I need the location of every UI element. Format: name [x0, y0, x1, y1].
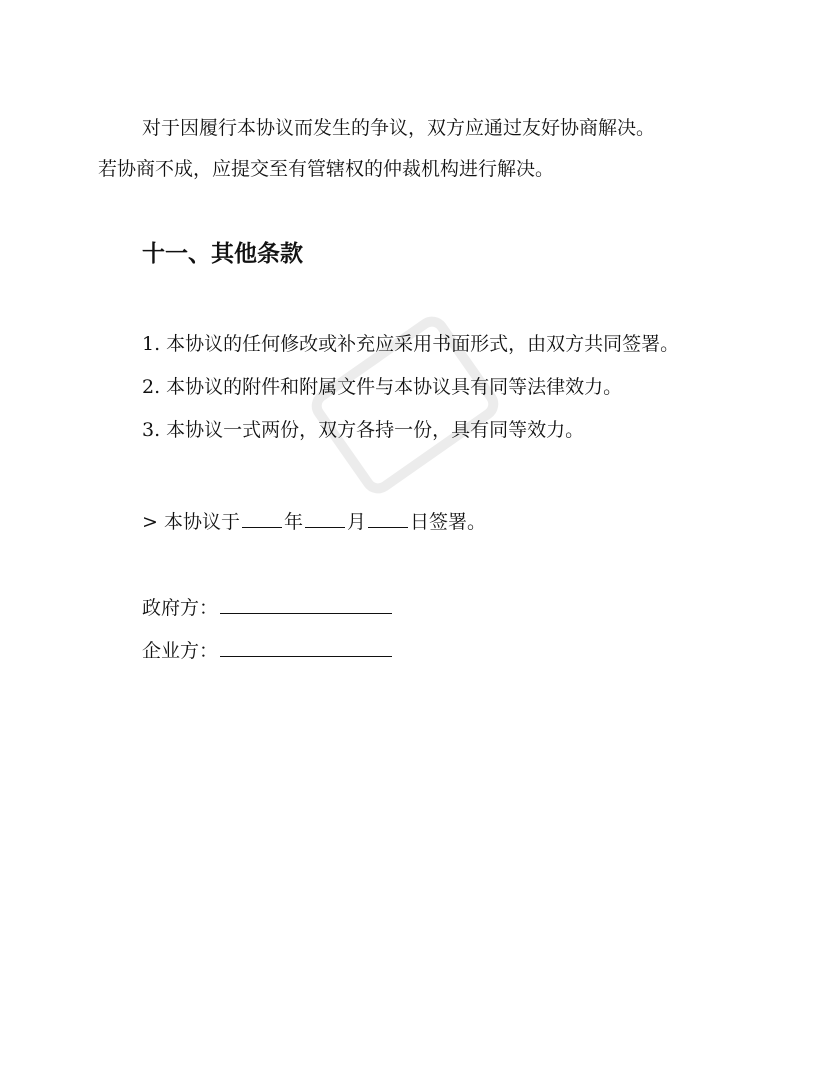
enterprise-signature-line: [142, 636, 392, 663]
day-label: 日签署。: [410, 511, 487, 533]
signing-date-line: [142, 507, 486, 534]
government-label: 政府方：: [142, 597, 219, 619]
enterprise-label: 企业方：: [142, 640, 219, 662]
year-blank[interactable]: [242, 507, 282, 528]
clause-item-3: 3. 本协议一式两份，双方各持一份，具有同等效力。: [142, 419, 585, 441]
government-signature-line: [142, 593, 392, 620]
year-label: 年: [283, 511, 303, 533]
clause-item-1: 1. 本协议的任何修改或补充应采用书面形式，由双方共同签署。: [142, 333, 680, 355]
government-signature-blank[interactable]: [220, 593, 392, 614]
month-blank[interactable]: [305, 507, 345, 528]
enterprise-signature-blank[interactable]: [220, 636, 392, 657]
signing-date-prefix: > 本协议于: [142, 511, 240, 533]
dispute-paragraph-line-2: 若协商不成，应提交至有管辖权的仲裁机构进行解决。: [98, 158, 555, 180]
month-label: 月: [346, 511, 366, 533]
clause-item-2: 2. 本协议的附件和附属文件与本协议具有同等法律效力。: [142, 376, 623, 398]
watermark-logo: [290, 280, 520, 530]
dispute-paragraph-line-1: 对于因履行本协议而发生的争议，双方应通过友好协商解决。: [142, 117, 656, 139]
day-blank[interactable]: [368, 507, 408, 528]
section-heading: 十一、其他条款: [142, 241, 303, 267]
